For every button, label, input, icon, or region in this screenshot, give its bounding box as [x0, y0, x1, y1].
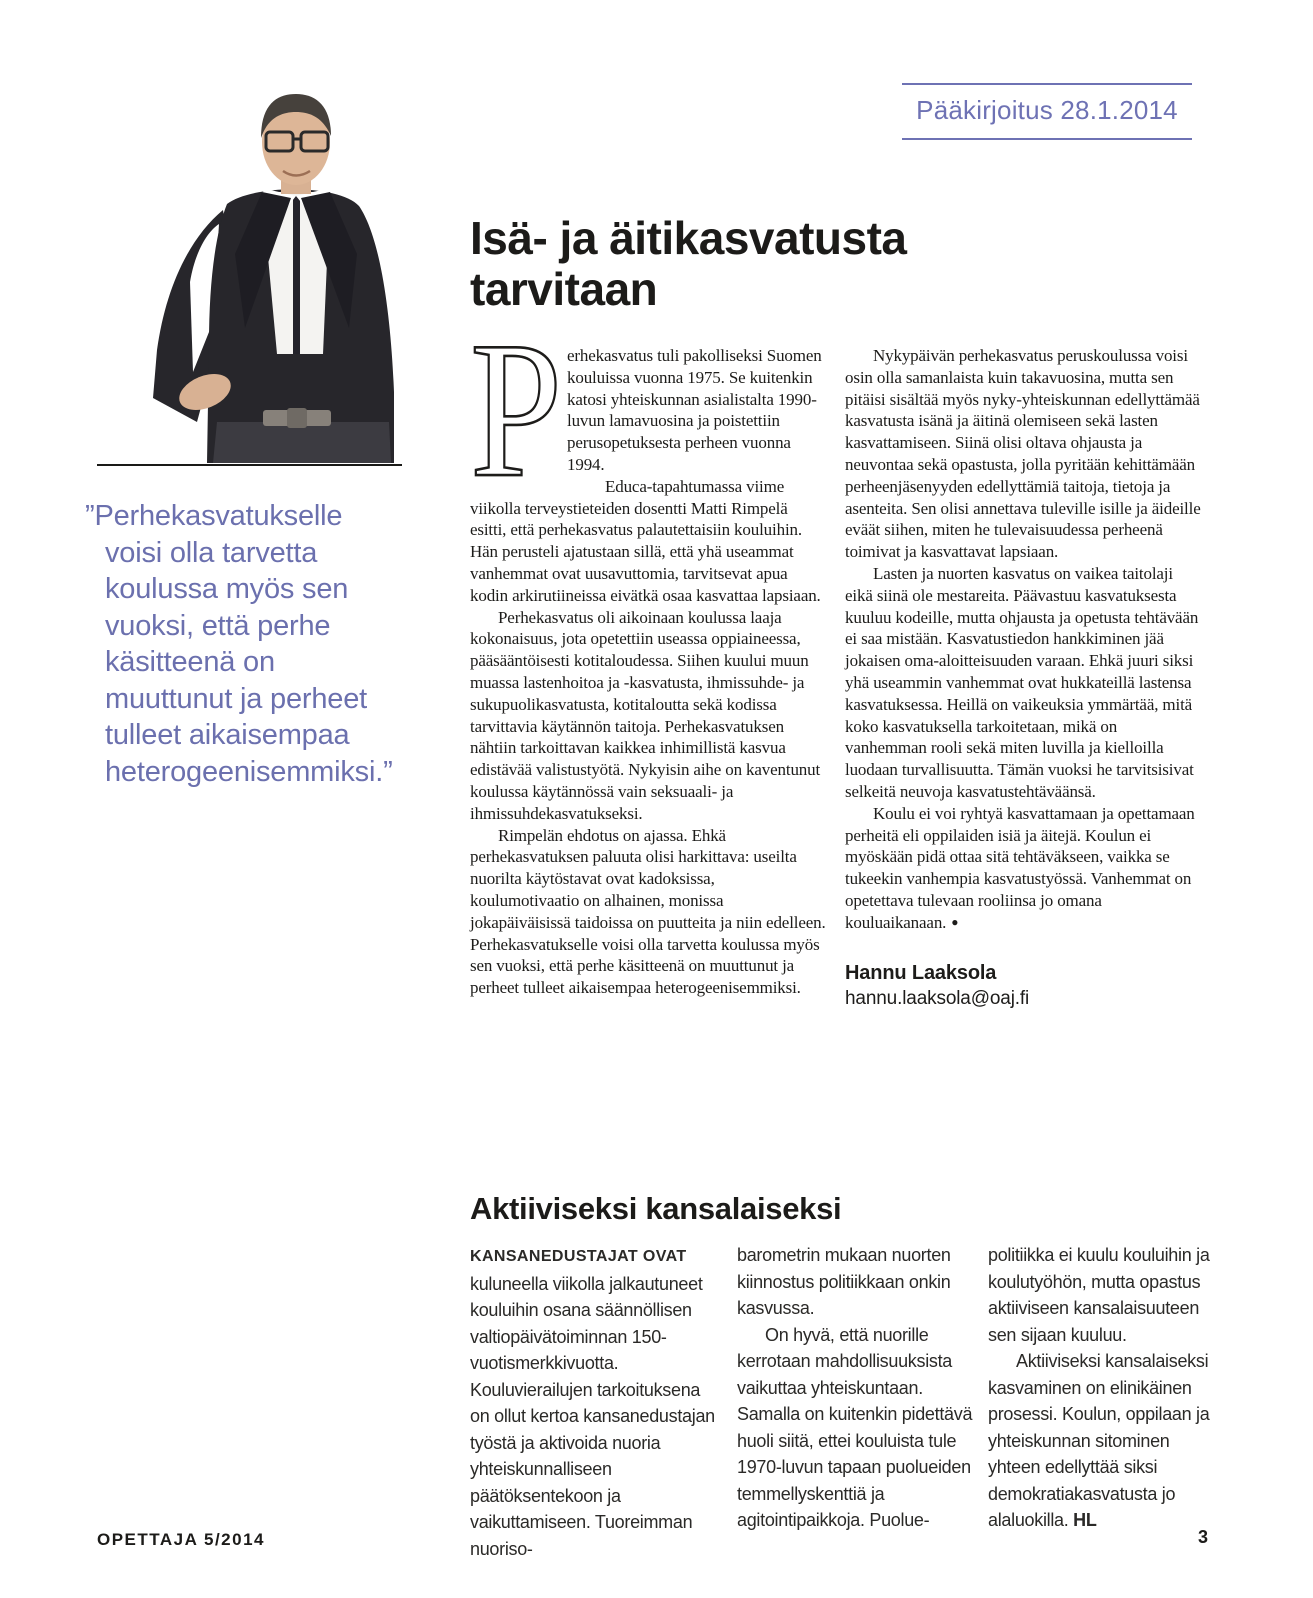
second-article-column-2: [737, 1242, 985, 1534]
paragraph: Educa-tapahtumassa viime viikolla terveystieteiden dosentti Matti Rimpelä esitti, että perhekasvatus palautettaisiin kouluihin. Hän perusteli ajatustaan sillä, että yhä useammat vanhemmat ovat uusavuttomia, tarvitsevat apua kodin arkirutiineissa eivätkä osaa kasvattaa lapsiaan.: [470, 476, 821, 605]
svg-text:P: P: [470, 302, 563, 519]
paragraph: Nykypäivän perhekasvatus peruskoulussa voisi osin olla samanlaista kuin takavuosina, mutta sen pitäisi sisältää myös nyky-yhteiskunnan edellyttämää kasvatusta isänä ja äitinä olemiseen sekä lasten kasvattamiseen. Siinä olisi oltava ohjausta ja neuvontaa sekä opastusta, jolla pyritään kehittämään perheenjäsenyyden edellyttämiä taitoja, tietoja ja asenteita. Sen olisi annettava tuleville isille ja äideille eväät siihen, miten he tulevaisuudessa perheenä toimivat ja kasvattavat lapsiaan.: [845, 346, 1201, 562]
paragraph: erhekasvatus tuli pakolliseksi Suomen kouluissa vuonna 1975. Se kuitenkin katosi yhteiskunnan asialistalta 1990-luvun lamavuosina ja poistettiin perusopetuksesta perheen vuonna 1994.: [567, 346, 822, 474]
paragraph: politiikka ei kuulu kouluihin ja koulutyöhön, mutta opastus aktiiviseen kansalaisuuteen sen sijaan kuuluu.: [988, 1245, 1210, 1345]
paragraph: barometrin mukaan nuorten kiinnostus politiikkaan onkin kasvussa.: [737, 1245, 951, 1318]
edition-label: Pääkirjoitus 28.1.2014: [916, 95, 1178, 125]
page-number: 3: [1198, 1527, 1209, 1547]
edition-header: [902, 83, 1192, 140]
author-email: hannu.laaksola@oaj.fi: [845, 987, 1030, 1009]
paragraph: Perhekasvatus oli aikoinaan koulussa laaja kokonaisuus, jota opetettiin useassa oppiaineessa, pääsääntöisesti kotitaloudessa. Siihen kuului muun muassa lastenhoitoa ja -kasvatusta, ihmissuhde- ja sukupuolikasvatusta, kotitaloutta sekä kodissa tarvittavia käytännön taitoja. Perhekasvatuksen nähtiin tarkoittavan kaikkea inhimillistä kasvua edistävää valistustyötä. Nykyisin aihe on kaventunut koulussa käytännössä vain seksuaali- ja ihmissuhdekasvatukseksi.: [470, 607, 821, 823]
author-initials: HL: [1073, 1510, 1097, 1530]
byline: [845, 960, 1201, 1012]
lead-in: KANSANEDUSTAJAT OVAT: [470, 1248, 687, 1265]
paragraph: Koulu ei voi ryhtyä kasvattamaan ja opettamaan perheitä eli oppilaiden isiä ja äitejä. Koulun ei myöskään pidä ottaa sitä tehtäväkseen, vaikka se tukeekin vanhempia kasvatustyössä. Vanhemmat on opetettava tulevaan rooliinsa jo omana kouluaikanaan. ●: [845, 803, 1195, 932]
paragraph: Aktiiviseksi kansalaiseksi kasvaminen on elinikäinen prosessi. Koulun, oppilaan ja yhteiskunnan sitominen yhteen edellyttää siksi demokratiakasvatusta jo alaluokilla. HL: [988, 1351, 1210, 1530]
second-article-column-3: [988, 1242, 1224, 1534]
editorial-column-2: [845, 345, 1201, 1012]
paragraph: On hyvä, että nuorille kerrotaan mahdollisuuksista vaikuttaa yhteiskuntaan. Samalla on kuitenkin pidettävä huoli siitä, ettei kouluista tule 1970-luvun tapaan puolueiden temmellyskenttiä ja agitointipaikkoja. Puolue-: [737, 1324, 973, 1530]
paragraph: Lasten ja nuorten kasvatus on vaikea taitolaji eikä siinä ole mestareita. Päävastuu kasvatuksesta kuuluu kodeille, mutta ohjausta ja opetusta tehtävään ei saa mistään. Kasvatustiedon hankkiminen jää jokaisen oma-aloitteisuuden varaan. Ehkä juuri siksi yhä useammin vanhemmat ovat hukkateillä lastensa kasvatuksessa. Heillä on vaikeuksia ymmärtää, mitä koko kasvatuksella tarkoitetaan, mikä on vanhemman rooli sekä miten luvilla ja kielloilla luodaan turvallisuutta. Tämän vuoksi he tarvitsisivat selkeitä neuvoja kasvatustehtäväänsä.: [845, 563, 1199, 801]
paragraph: Rimpelän ehdotus on ajassa. Ehkä perhekasvatuksen paluuta olisi harkittava: useilta nuorilta käytöstavat ovat kadoksissa, koulumotivaatio on alhainen, monissa jokapäiväisissä taidoissa on puutteita ja niin edelleen. Perhekasvatukselle voisi olla tarvetta koulussa myös sen vuoksi, että perhe käsitteenä on muuttunut ja perheet tulleet aikaisempaa heterogeenisemmiksi.: [470, 825, 826, 998]
magazine-issue-label: OPETTAJA 5/2014: [97, 1530, 266, 1549]
drop-cap: [470, 302, 564, 519]
second-article-title: Aktiiviseksi kansalaiseksi: [470, 1191, 842, 1226]
author-name: Hannu Laaksola: [845, 961, 997, 984]
second-article-column-1: [470, 1242, 718, 1562]
end-of-article-bullet: ●: [951, 914, 959, 929]
editorial-column-1: [470, 302, 826, 999]
editor-portrait-photo: [95, 92, 405, 463]
article-headline: Isä- ja äitikasvatusta tarvitaan: [470, 212, 907, 315]
editor-portrait-illustration: [95, 92, 405, 463]
pull-quote: ”Perhekasvatukselle voisi olla tarvetta koulussa myös sen vuoksi, että perhe käsitteenä on muuttunut ja perheet tulleet aikaisempaa heterogeenisemmiksi.”: [85, 500, 393, 788]
paragraph: KANSANEDUSTAJAT OVAT kuluneella viikolla jalkautuneet kouluihin osana säännöllisen valtiopäivätoiminnan 150-vuotismerkkivuotta. Kouluvierailujen tarkoituksena on ollut kertoa kansanedustajan työstä ja aktivoida nuoria yhteiskunnalliseen päätöksentekoon ja vaikuttamiseen. Tuoreimman nuoriso-: [470, 1248, 715, 1559]
photo-bottom-rule: [97, 464, 402, 466]
